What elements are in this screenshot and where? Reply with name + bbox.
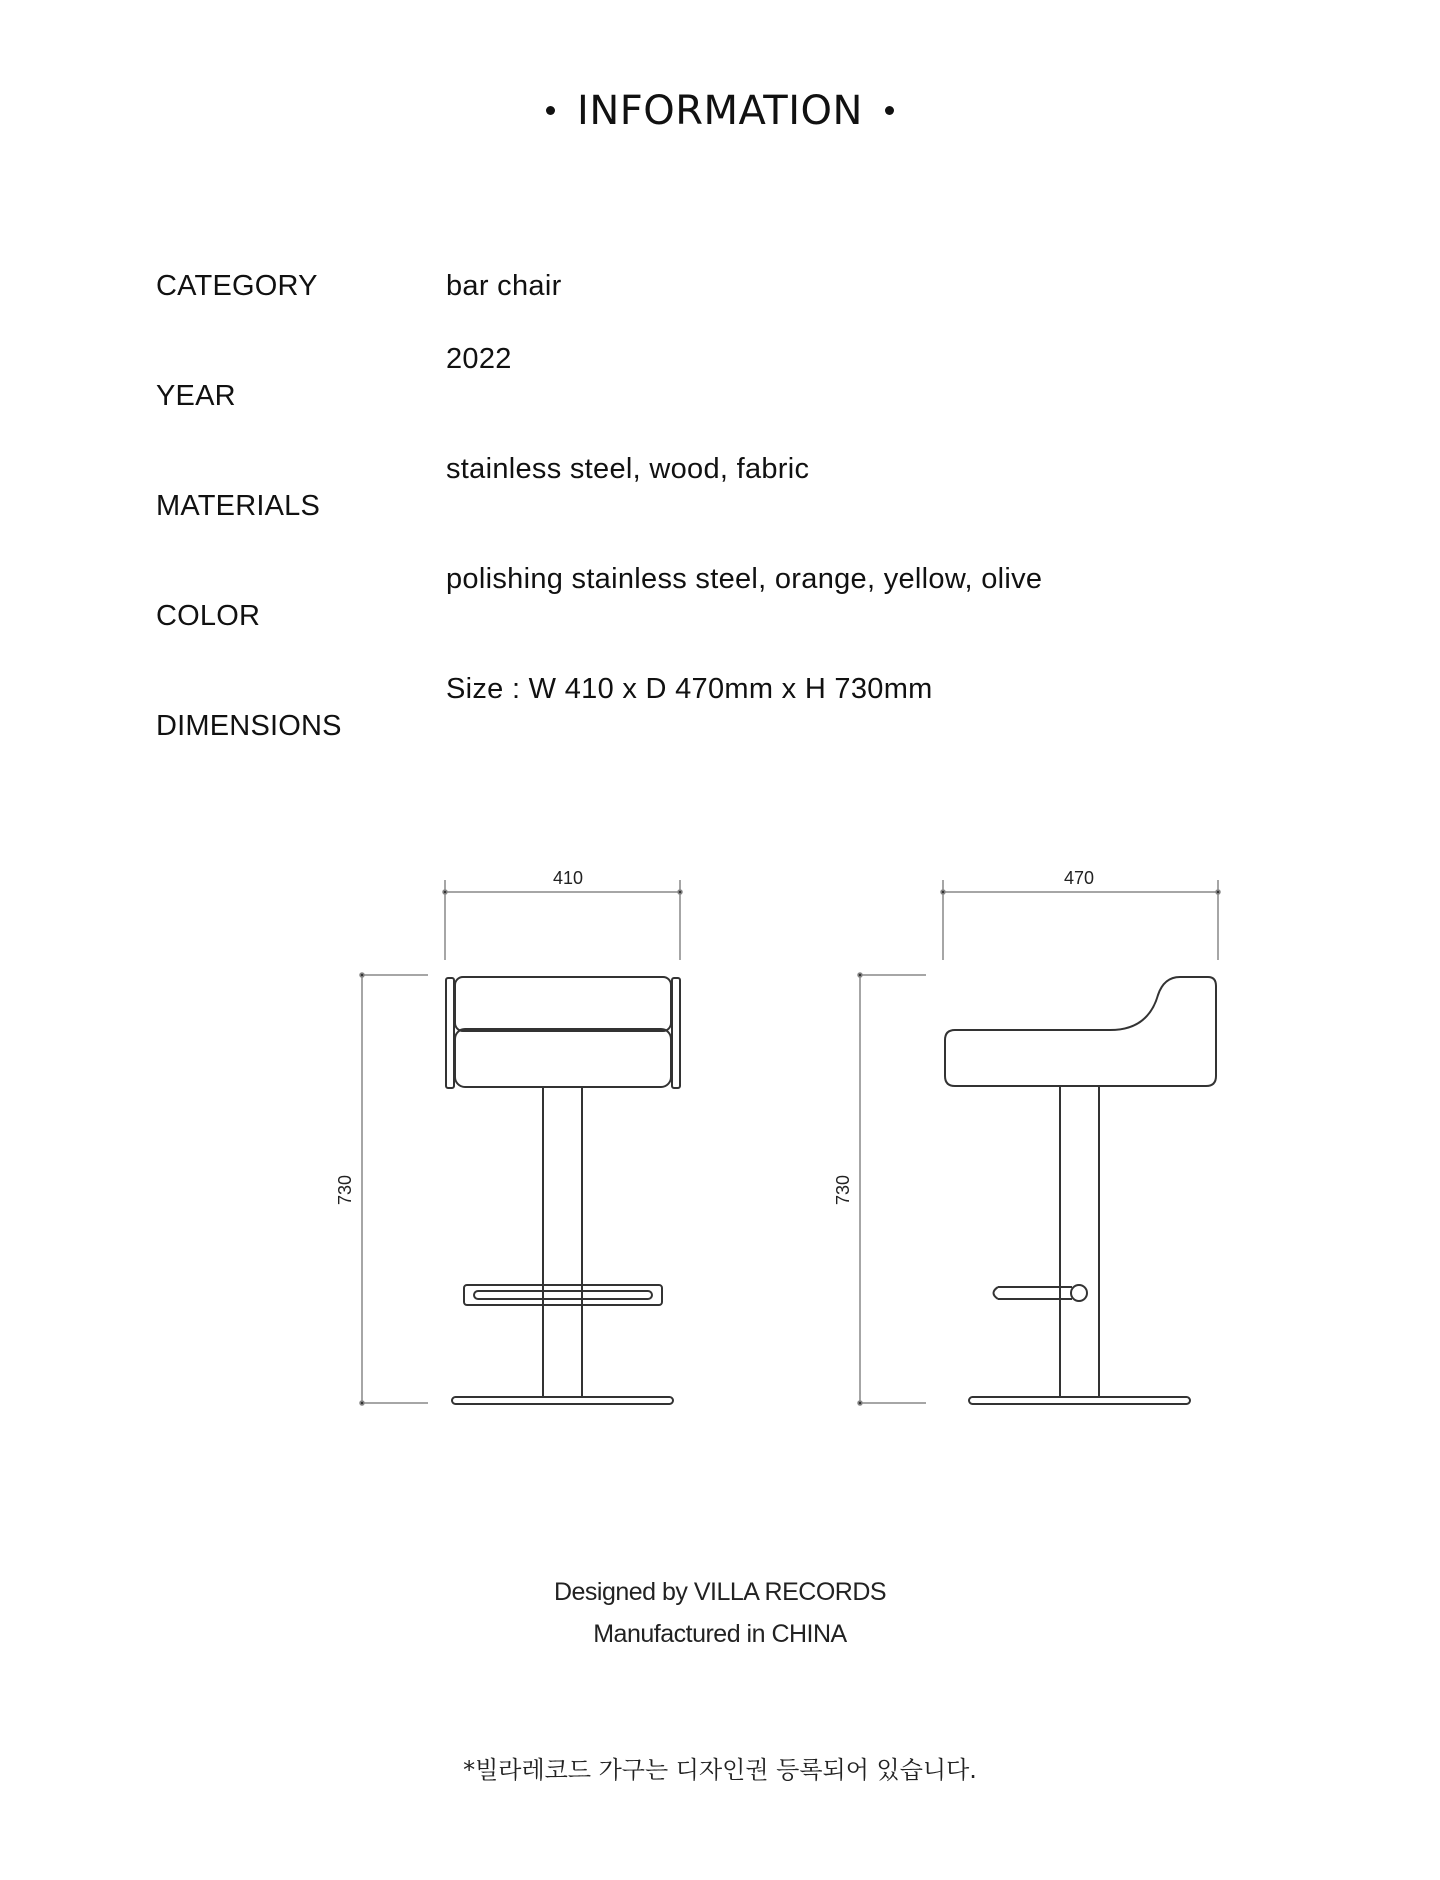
design-registration-note: *빌라레코드 가구는 디자인권 등록되어 있습니다.	[463, 1756, 977, 1784]
front-width-label: 410	[552, 868, 584, 888]
front-view-drawing	[360, 880, 682, 1405]
dimensions-label: DIMENSIONS	[156, 710, 342, 742]
side-height-dimension	[858, 973, 926, 1405]
side-depth-dimension	[941, 880, 1220, 960]
side-view-drawing	[858, 880, 1220, 1405]
materials-value: stainless steel, wood, fabric	[446, 453, 810, 485]
year-value: 2022	[446, 343, 512, 375]
side-height-label: 730	[833, 1174, 853, 1206]
year-label: YEAR	[156, 380, 236, 412]
color-value: polishing stainless steel, orange, yellow, olive	[446, 563, 1043, 595]
side-depth-label: 470	[1063, 868, 1095, 888]
manufacture-origin: Manufactured in CHINA	[593, 1620, 847, 1648]
front-height-dimension	[360, 973, 428, 1405]
section-title-text: INFORMATION	[577, 88, 863, 134]
front-width-dimension	[443, 880, 682, 960]
materials-label: MATERIALS	[156, 490, 321, 522]
front-height-label: 730	[335, 1174, 355, 1206]
category-value: bar chair	[446, 270, 562, 302]
dimensions-value: Size : W 410 x D 470mm x H 730mm	[446, 673, 933, 705]
designer-credit: Designed by VILLA RECORDS	[553, 1578, 887, 1606]
color-label: COLOR	[156, 600, 261, 632]
category-label: CATEGORY	[156, 270, 318, 302]
